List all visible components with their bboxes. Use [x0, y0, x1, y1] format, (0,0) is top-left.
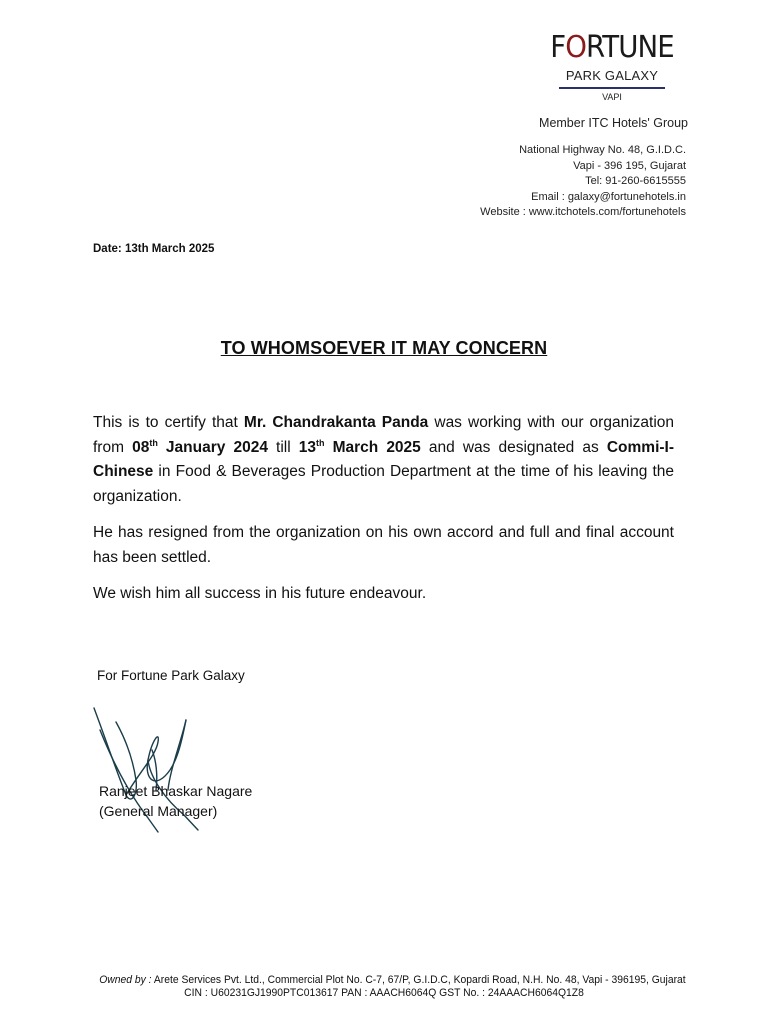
signatory-title: (General Manager)	[99, 803, 218, 819]
certify-paragraph: This is to certify that Mr. Chandrakanta Panda was working with our organization from 08th January 2024 till 13th March 2025 and was designated as Commi-I- Chinese in Food & Beverages Production Department at the time of his leaving the organization.	[93, 414, 675, 505]
logo-divider	[559, 87, 665, 89]
logo-wordmark	[542, 30, 682, 66]
address-line: Email : galaxy@fortunehotels.in	[531, 190, 686, 203]
signatory-for-line: For Fortune Park Galaxy	[97, 668, 245, 683]
logo-letter-o: O	[565, 30, 587, 65]
address-line: Website : www.itchotels.com/fortunehotels	[480, 206, 686, 218]
hotel-address	[480, 143, 686, 221]
logo-letters-rtune: RTUNE	[586, 30, 674, 65]
employee-name: Mr. Chandrakanta Panda	[243, 414, 429, 431]
footer-ids-line: CIN : U60231GJ1990PTC013617 PAN : AAACH6064Q GST No. : 24AAACH6064Q1Z8	[184, 987, 584, 999]
member-line: Member ITC Hotels' Group	[539, 116, 688, 130]
start-date: 08th January 2024	[132, 437, 268, 456]
letter-heading: TO WHOMSOEVER IT MAY CONCERN	[220, 338, 548, 358]
letter-body	[93, 411, 674, 619]
letter-date: Date: 13th March 2025	[93, 243, 215, 255]
brand-location: VAPI	[602, 92, 622, 102]
address-line: Vapi - 396 195, Gujarat	[573, 159, 686, 172]
fortune-logo	[536, 30, 688, 102]
letter-footer	[23, 974, 745, 999]
address-line: Tel: 91-260-6615555	[585, 175, 686, 187]
handwritten-signature	[86, 700, 216, 840]
signatory-name: Ranjeet Bhaskar Nagare	[99, 783, 253, 799]
address-line: National Highway No. 48, G.I.D.C.	[519, 144, 686, 156]
footer-owner-line: Owned by : Arete Services Pvt. Ltd., Commercial Plot No. C-7, 67/P, G.I.D.C, Kopardi Road, N.H. No. 48, Vapi - 396195, Gujarat	[99, 974, 686, 986]
wishes-paragraph: We wish him all success in his future endeavour.	[93, 585, 427, 602]
end-date: 13th March 2025	[298, 437, 421, 456]
resignation-paragraph: He has resigned from the organization on his own accord and full and final account has been settled.	[93, 524, 674, 566]
brand-sub: PARK GALAXY	[565, 68, 659, 83]
designation: Commi-I- Chinese	[93, 438, 675, 480]
logo-letter-f: F	[550, 30, 566, 65]
